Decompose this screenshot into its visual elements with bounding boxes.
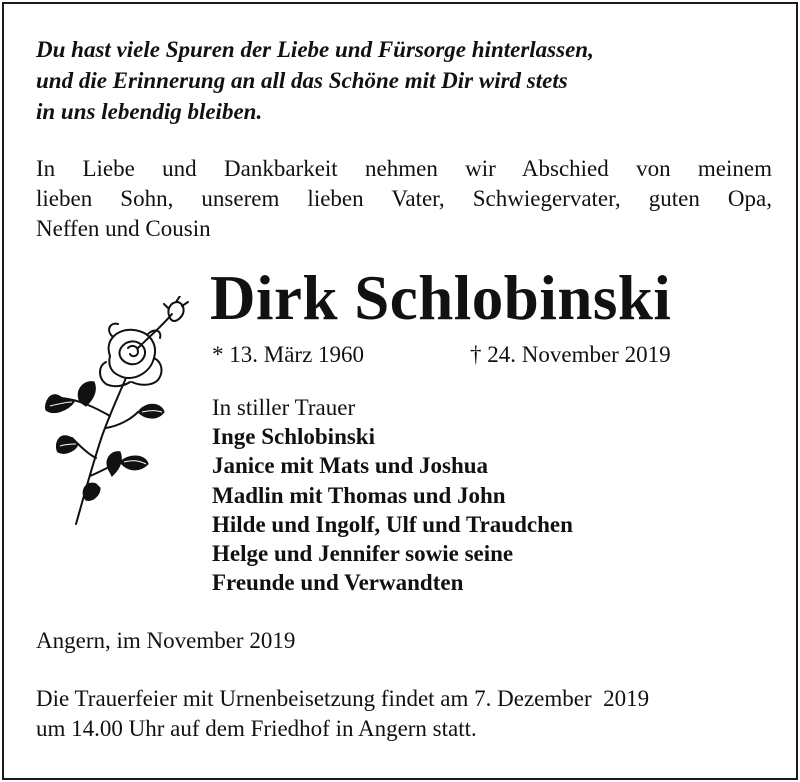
obituary-notice [2, 2, 798, 780]
mourners-list [212, 393, 772, 597]
mourner-entry: Janice mit Mats und Joshua [212, 453, 489, 479]
quote-line: Du hast viele Spuren der Liebe und Fürsorge hinterlassen, [36, 37, 594, 62]
quote-line: in uns lebendig bleiben. [36, 99, 263, 124]
mourner-entry: Inge Schlobinski [212, 424, 375, 450]
birth-date: * 13. März 1960 [212, 342, 365, 367]
life-dates [212, 340, 712, 370]
mourners-lead: In stiller Trauer [212, 395, 356, 420]
quote-line: und die Erinnerung an all das Schöne mit Dir wird stets [36, 68, 568, 93]
farewell-intro [36, 154, 772, 244]
funeral-ceremony-info [36, 684, 776, 744]
mourner-entry: Hilde und Ingolf, Ulf und Traudchen [212, 511, 573, 537]
mourner-entry: Helge und Jennifer sowie seine [212, 541, 514, 567]
rose-icon [40, 296, 200, 526]
place-and-date: Angern, im November 2019 [36, 628, 296, 653]
mourner-entry: Madlin mit Thomas und John [212, 482, 506, 508]
intro-line: lieben Sohn, unserem lieben Vater, Schwiegervater, guten Opa, [36, 186, 772, 211]
intro-line: In Liebe und Dankbarkeit nehmen wir Abschied von meinem [36, 156, 772, 181]
deceased-name: Dirk Schlobinski [210, 263, 672, 333]
mourner-entry: Freunde und Verwandten [212, 570, 464, 596]
memorial-quote [36, 34, 776, 127]
intro-line: Neffen und Cousin [36, 216, 211, 241]
ceremony-line: Die Trauerfeier mit Urnenbeisetzung findet am 7. Dezember 2019 [36, 686, 650, 711]
death-date: † 24. November 2019 [470, 342, 671, 367]
ceremony-line: um 14.00 Uhr auf dem Friedhof in Angern statt. [36, 716, 477, 741]
